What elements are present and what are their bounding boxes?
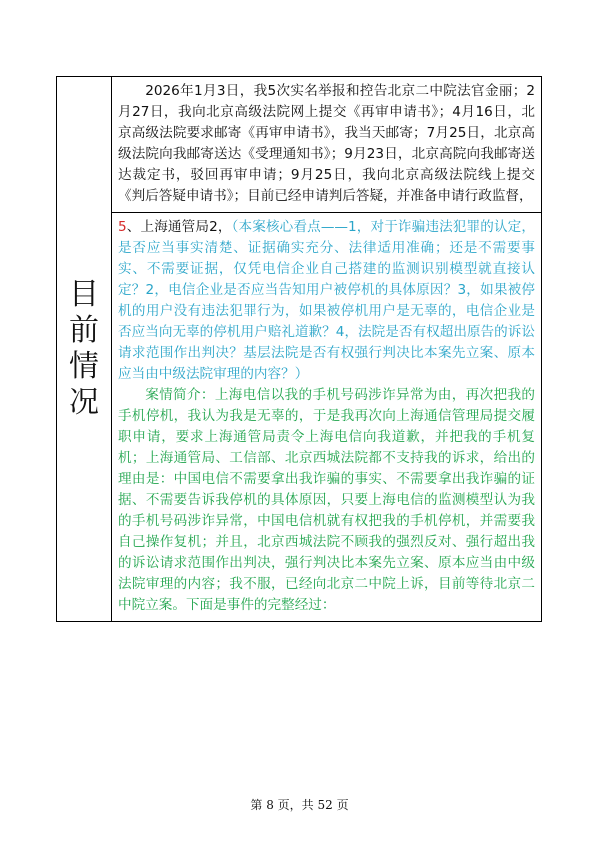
block2-heading-paragraph: [118, 217, 535, 385]
status-table: [56, 76, 542, 622]
page-footer: 第 8 页，共 52 页: [250, 798, 349, 812]
content-cell-2: [112, 213, 542, 622]
block1-content: [112, 77, 541, 212]
table-row: [57, 213, 542, 622]
content-cell-1: [112, 77, 542, 213]
section-label-cell: [57, 77, 112, 622]
section-label: 目前情况: [69, 277, 99, 420]
block1-paragraph: 2026年1月3日，我5次实名举报和控告北京二中院法官金丽；2月27日，我向北京高级法院网上提交《再审申请书》；4月16日，北京高级法院要求邮寄《再审申请书》，我当天邮寄；7月25日，北京高级法院向我邮寄送达《受理通知书》；9月23日，北京高院向我邮寄送达裁定书，驳回再审申请；9月25日，我向北京高级法院线上提交《判后答疑申请书》；目前已经申请判后答疑，并准备申请行政监督，: [118, 83, 535, 204]
item-heading: 、上海通管局2，: [126, 219, 232, 235]
item-number: 5: [118, 219, 127, 235]
table-row: [57, 77, 542, 213]
case-summary: 案情简介：上海电信以我的手机号码涉诈异常为由，再次把我的手机停机，我认为我是无辜的，于是我再次向上海通信管理局提交履职申请，要求上海通管局责令上海电信向我道歉，并把我的手机复机；上海通管局、工信部、北京西城法院都不支持我的诉求，给出的理由是：中国电信不需要拿出我诈骗的事实、不需要拿出我诈骗的证据、不需要告诉我停机的具体原因，只要上海电信的监测模型认为我的手机号码涉诈异常，中国电信机就有权把我的手机停机，并需要我自己操作复机；并且，北京西城法院不顾我的强烈反对、强行超出我的诉讼请求范围作出判决，强行判决比本案先立案、原本应当由中级法院审理的内容；我不服，已经向北京二中院上诉，目前等待北京二中院立案。下面是事件的完整经过：: [118, 387, 535, 613]
core-questions: （本案核心看点——1，对于诈骗违法犯罪的认定，是否应当事实清楚、证据确实充分、法律适用准确；还是不需要事实、不需要证据，仅凭电信企业自己搭建的监测识别模型就直接认定？2，电信企业是否应当告知用户被停机的具体原因？3，如果被停机的用户没有违法犯罪行为，如果被停机用户是无辜的，电信企业是否应当向无辜的停机用户赔礼道歉？4，法院是否有权超出原告的诉讼请求范围作出判决？基层法院是否有权强行判决比本案先立案、原本应当由中级法院审理的内容？）: [118, 219, 535, 382]
block2-content: [112, 213, 541, 621]
